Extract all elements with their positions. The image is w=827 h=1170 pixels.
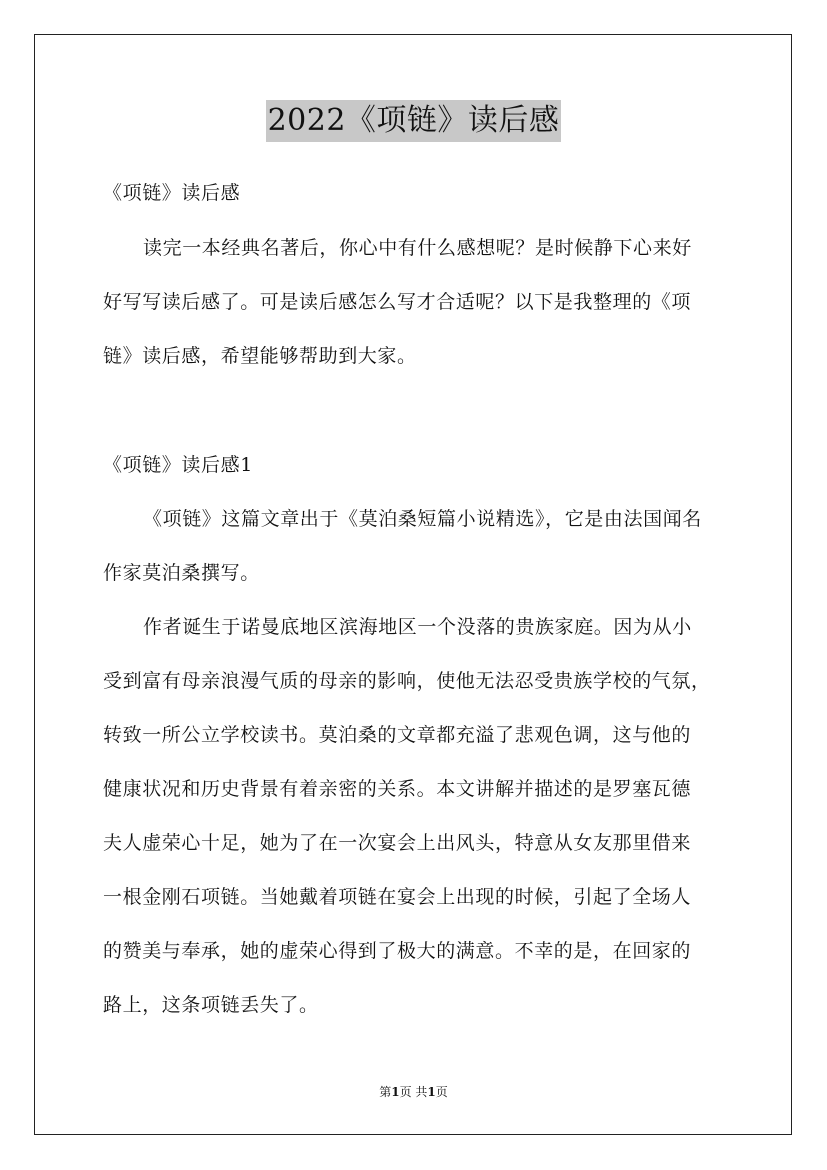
footer-page-mid: 页 共 xyxy=(399,1085,428,1099)
section-heading: 《项链》读后感1 xyxy=(103,454,253,476)
paragraph-line: 健康状况和历史背景有着亲密的关系。本文讲解并描述的是罗塞瓦德 xyxy=(103,778,692,800)
footer-page-suffix: 页 xyxy=(435,1085,448,1099)
paragraph-line: 链》读后感，希望能够帮助到大家。 xyxy=(103,345,417,367)
paragraph-line: 《项链》这篇文章出于《莫泊桑短篇小说精选》，它是由法国闻名 xyxy=(143,508,702,530)
paragraph-line: 夫人虚荣心十足，她为了在一次宴会上出风头，特意从女友那里借来 xyxy=(103,832,692,854)
paragraph-line: 路上，这条项链丢失了。 xyxy=(103,994,319,1016)
paragraph-line: 作者诞生于诺曼底地区滨海地区一个没落的贵族家庭。因为从小 xyxy=(143,616,692,638)
paragraph-line: 的赞美与奉承，她的虚荣心得到了极大的满意。不幸的是，在回家的 xyxy=(103,940,692,962)
footer-page-number: 1 xyxy=(391,1085,400,1099)
title-container xyxy=(0,100,827,142)
paragraph-line: 受到富有母亲浪漫气质的母亲的影响，使他无法忍受贵族学校的气氛， xyxy=(103,670,711,692)
footer-page-total: 1 xyxy=(427,1085,436,1099)
paragraph-line: 作家莫泊桑撰写。 xyxy=(103,562,260,584)
document-title: 2022《项链》读后感 xyxy=(266,100,562,142)
paragraph-line: 转致一所公立学校读书。莫泊桑的文章都充溢了悲观色调，这与他的 xyxy=(103,724,692,746)
footer-page-prefix: 第 xyxy=(379,1085,392,1099)
paragraph-line: 一根金刚石项链。当她戴着项链在宴会上出现的时候，引起了全场人 xyxy=(103,886,692,908)
paragraph-line: 好写写读后感了。可是读后感怎么写才合适呢？以下是我整理的《项 xyxy=(103,291,692,313)
paragraph-line: 读完一本经典名著后，你心中有什么感想呢？是时候静下心来好 xyxy=(143,237,692,259)
page-footer xyxy=(0,1084,827,1100)
section-heading: 《项链》读后感 xyxy=(103,182,241,204)
